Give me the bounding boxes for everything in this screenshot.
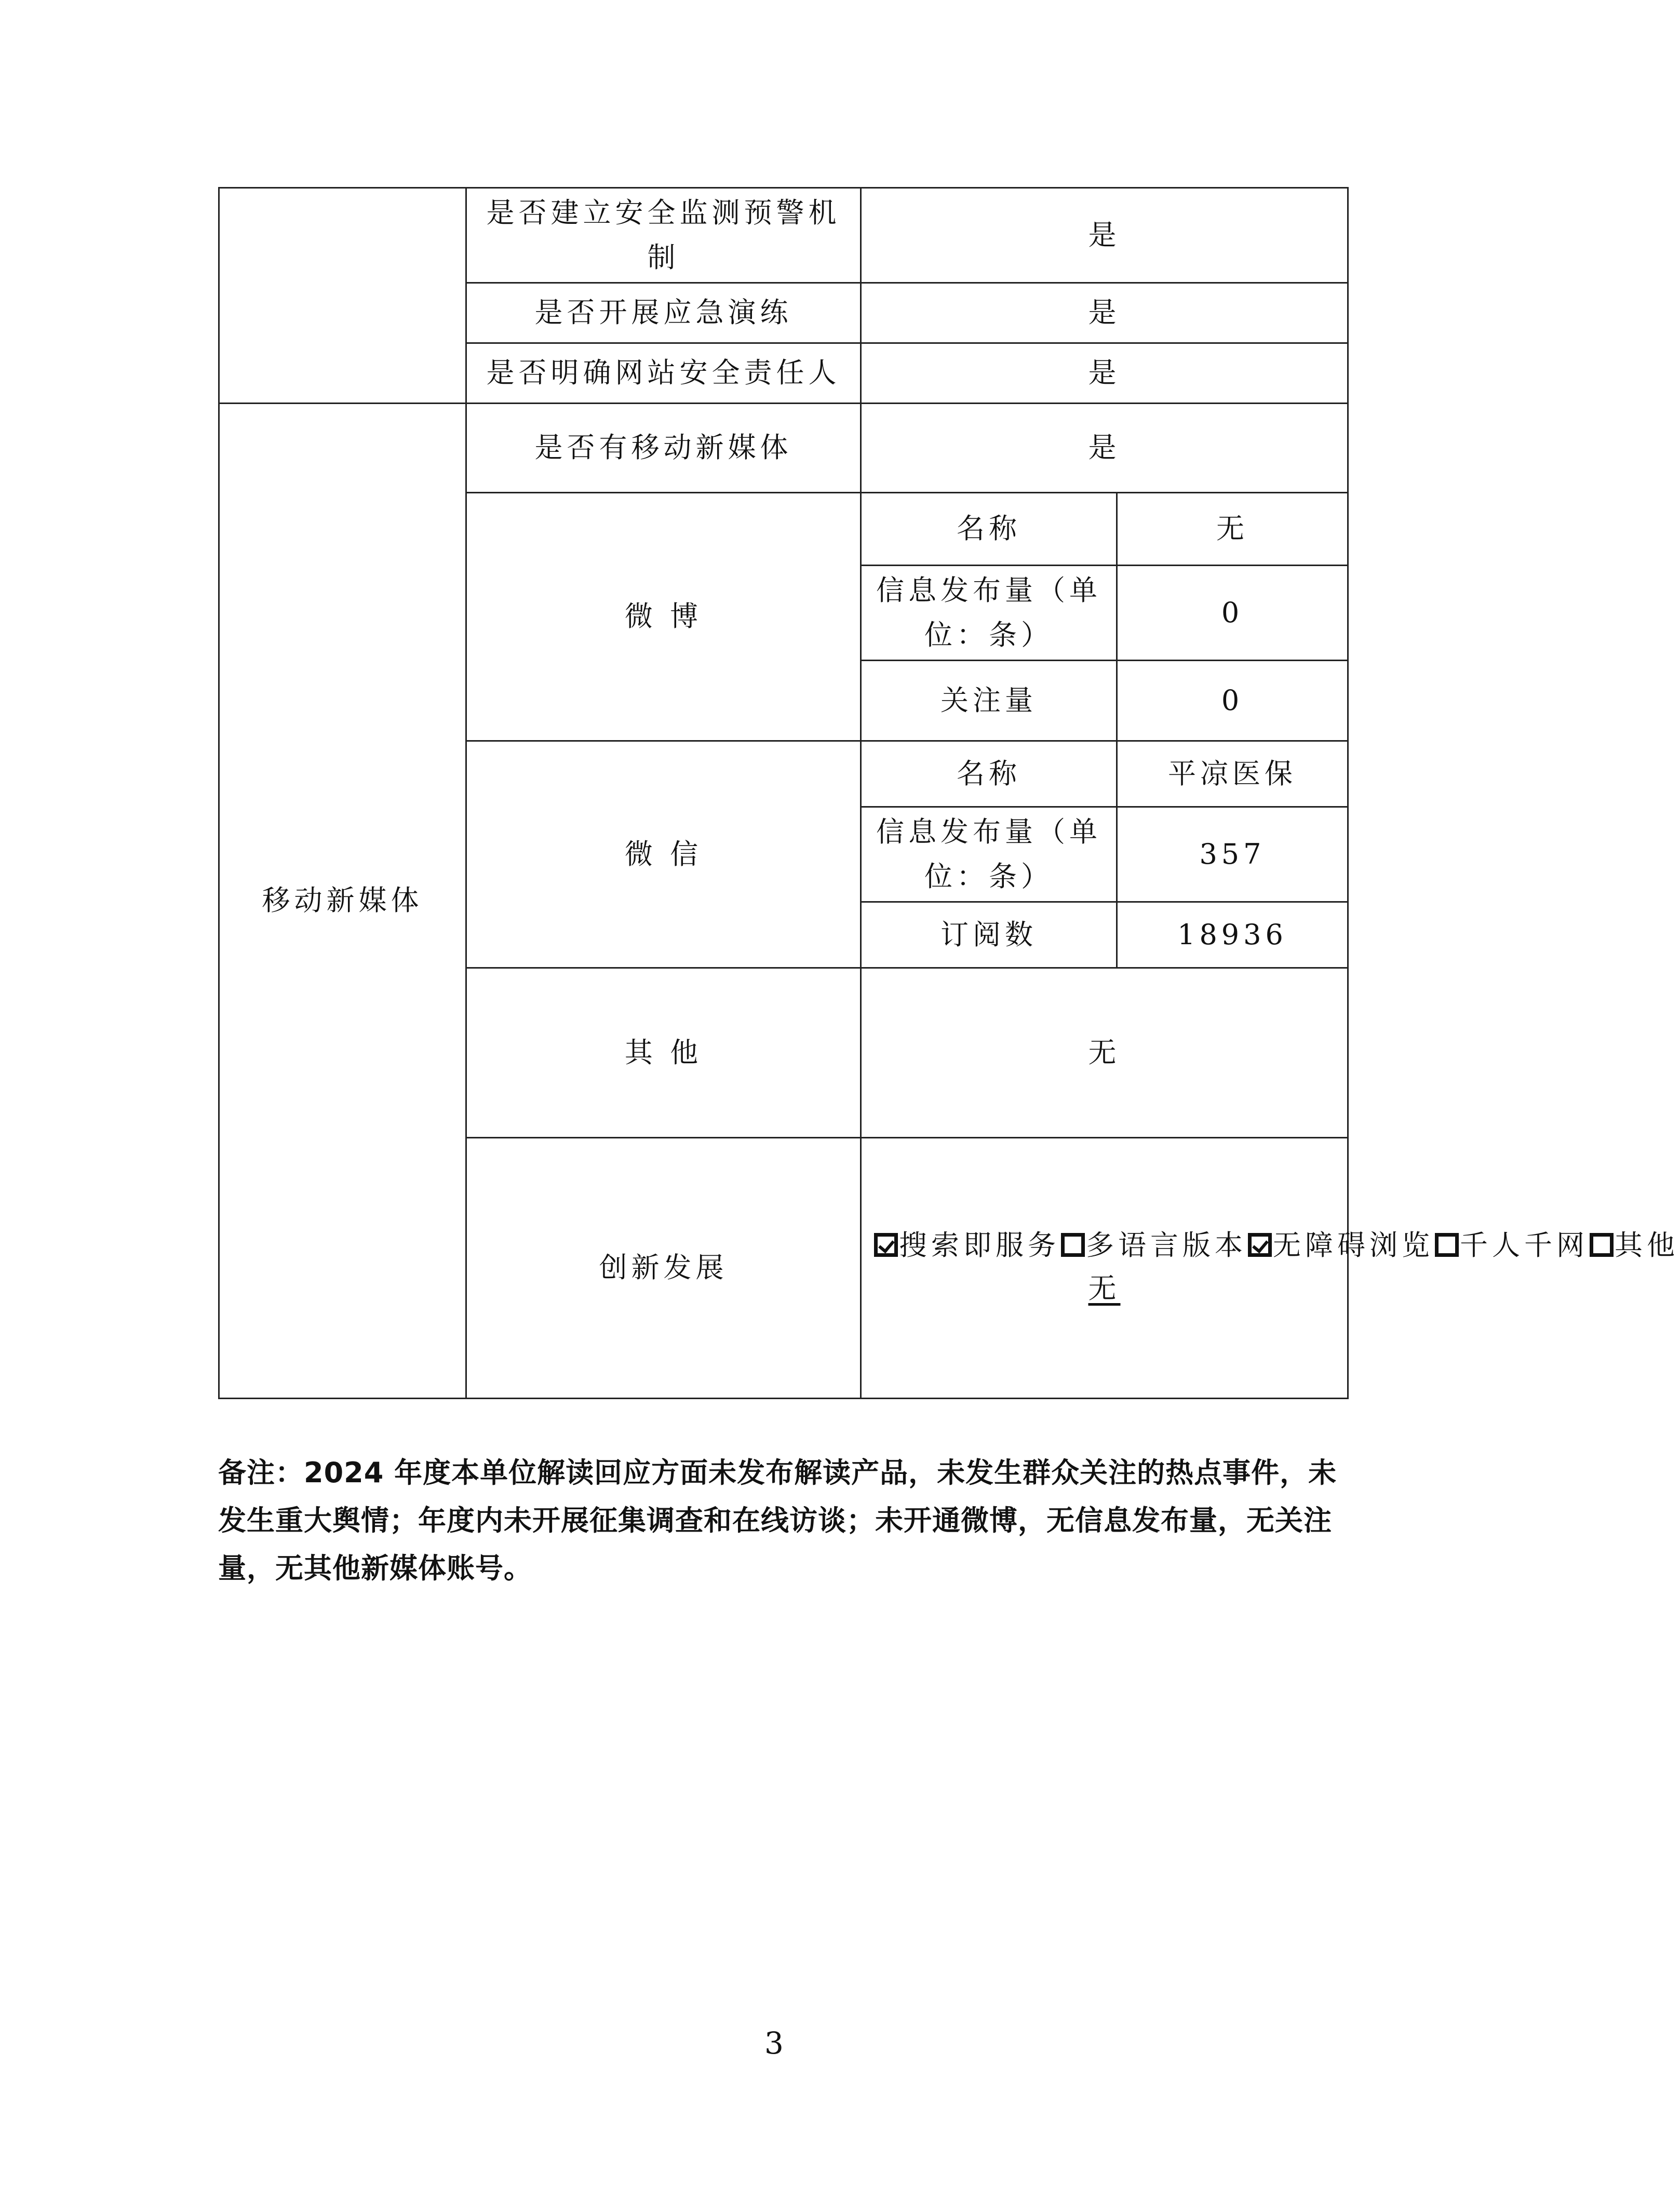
checked-checkbox-icon	[874, 1233, 898, 1257]
statistics-table	[218, 187, 1679, 1399]
wechat-subscribers-label: 订阅数	[861, 902, 1117, 968]
drill-label: 是否开展应急演练	[466, 283, 861, 343]
responsible-label: 是否明确网站安全责任人	[466, 343, 861, 404]
unchecked-checkbox-icon	[1061, 1233, 1085, 1257]
responsible-value: 是	[861, 343, 1348, 404]
security-section-cell	[219, 188, 466, 404]
innovation-option-label: 搜索即服务	[899, 1229, 1060, 1262]
unchecked-checkbox-icon	[1590, 1233, 1614, 1257]
wechat-posts-label: 信息发布量（单位：条）	[861, 807, 1117, 902]
monitoring-value: 是	[861, 188, 1348, 283]
weibo-followers-label: 关注量	[861, 661, 1117, 741]
page-number: 3	[764, 2026, 784, 2061]
table-row	[219, 188, 1348, 283]
innovation-option-label: 多语言版本	[1086, 1229, 1247, 1262]
weibo-posts-label: 信息发布量（单位：条）	[861, 566, 1117, 661]
innovation-options	[874, 1225, 1679, 1266]
innovation-options-cell	[861, 1138, 1679, 1399]
wechat-label: 微 信	[466, 741, 861, 968]
other-media-label: 其 他	[466, 968, 861, 1138]
mobile-section-label: 移动新媒体	[219, 404, 466, 1399]
drill-value: 是	[861, 283, 1348, 343]
wechat-name-value: 平凉医保	[1117, 741, 1348, 807]
weibo-label: 微 博	[466, 493, 861, 741]
other-media-value: 无	[861, 968, 1348, 1138]
wechat-subscribers-value: 18936	[1117, 902, 1348, 968]
has-mobile-value: 是	[861, 404, 1348, 493]
table-row	[219, 404, 1348, 493]
innovation-option-label: 无障碍浏览	[1273, 1229, 1434, 1262]
innovation-other-value: 无	[1088, 1272, 1121, 1305]
unchecked-checkbox-icon	[1435, 1233, 1459, 1257]
weibo-followers-value: 0	[1117, 661, 1348, 741]
weibo-name-value: 无	[1117, 493, 1348, 566]
innovation-option-label: 其他	[1615, 1229, 1679, 1262]
innovation-section-label: 创新发展	[466, 1138, 861, 1399]
checked-checkbox-icon	[1248, 1233, 1272, 1257]
monitoring-label: 是否建立安全监测预警机制	[466, 188, 861, 283]
wechat-name-label: 名称	[861, 741, 1117, 807]
weibo-posts-value: 0	[1117, 566, 1348, 661]
innovation-option-label: 千人千网	[1460, 1229, 1589, 1262]
weibo-name-label: 名称	[861, 493, 1117, 566]
remarks-note: 备注：2024 年度本单位解读回应方面未发布解读产品，未发生群众关注的热点事件，未发生重大舆情；年度内未开展征集调查和在线访谈；未开通微博，无信息发布量，无关注量，无其他新媒体账号。	[218, 1456, 1337, 1585]
has-mobile-label: 是否有移动新媒体	[466, 404, 861, 493]
wechat-posts-value: 357	[1117, 807, 1348, 902]
